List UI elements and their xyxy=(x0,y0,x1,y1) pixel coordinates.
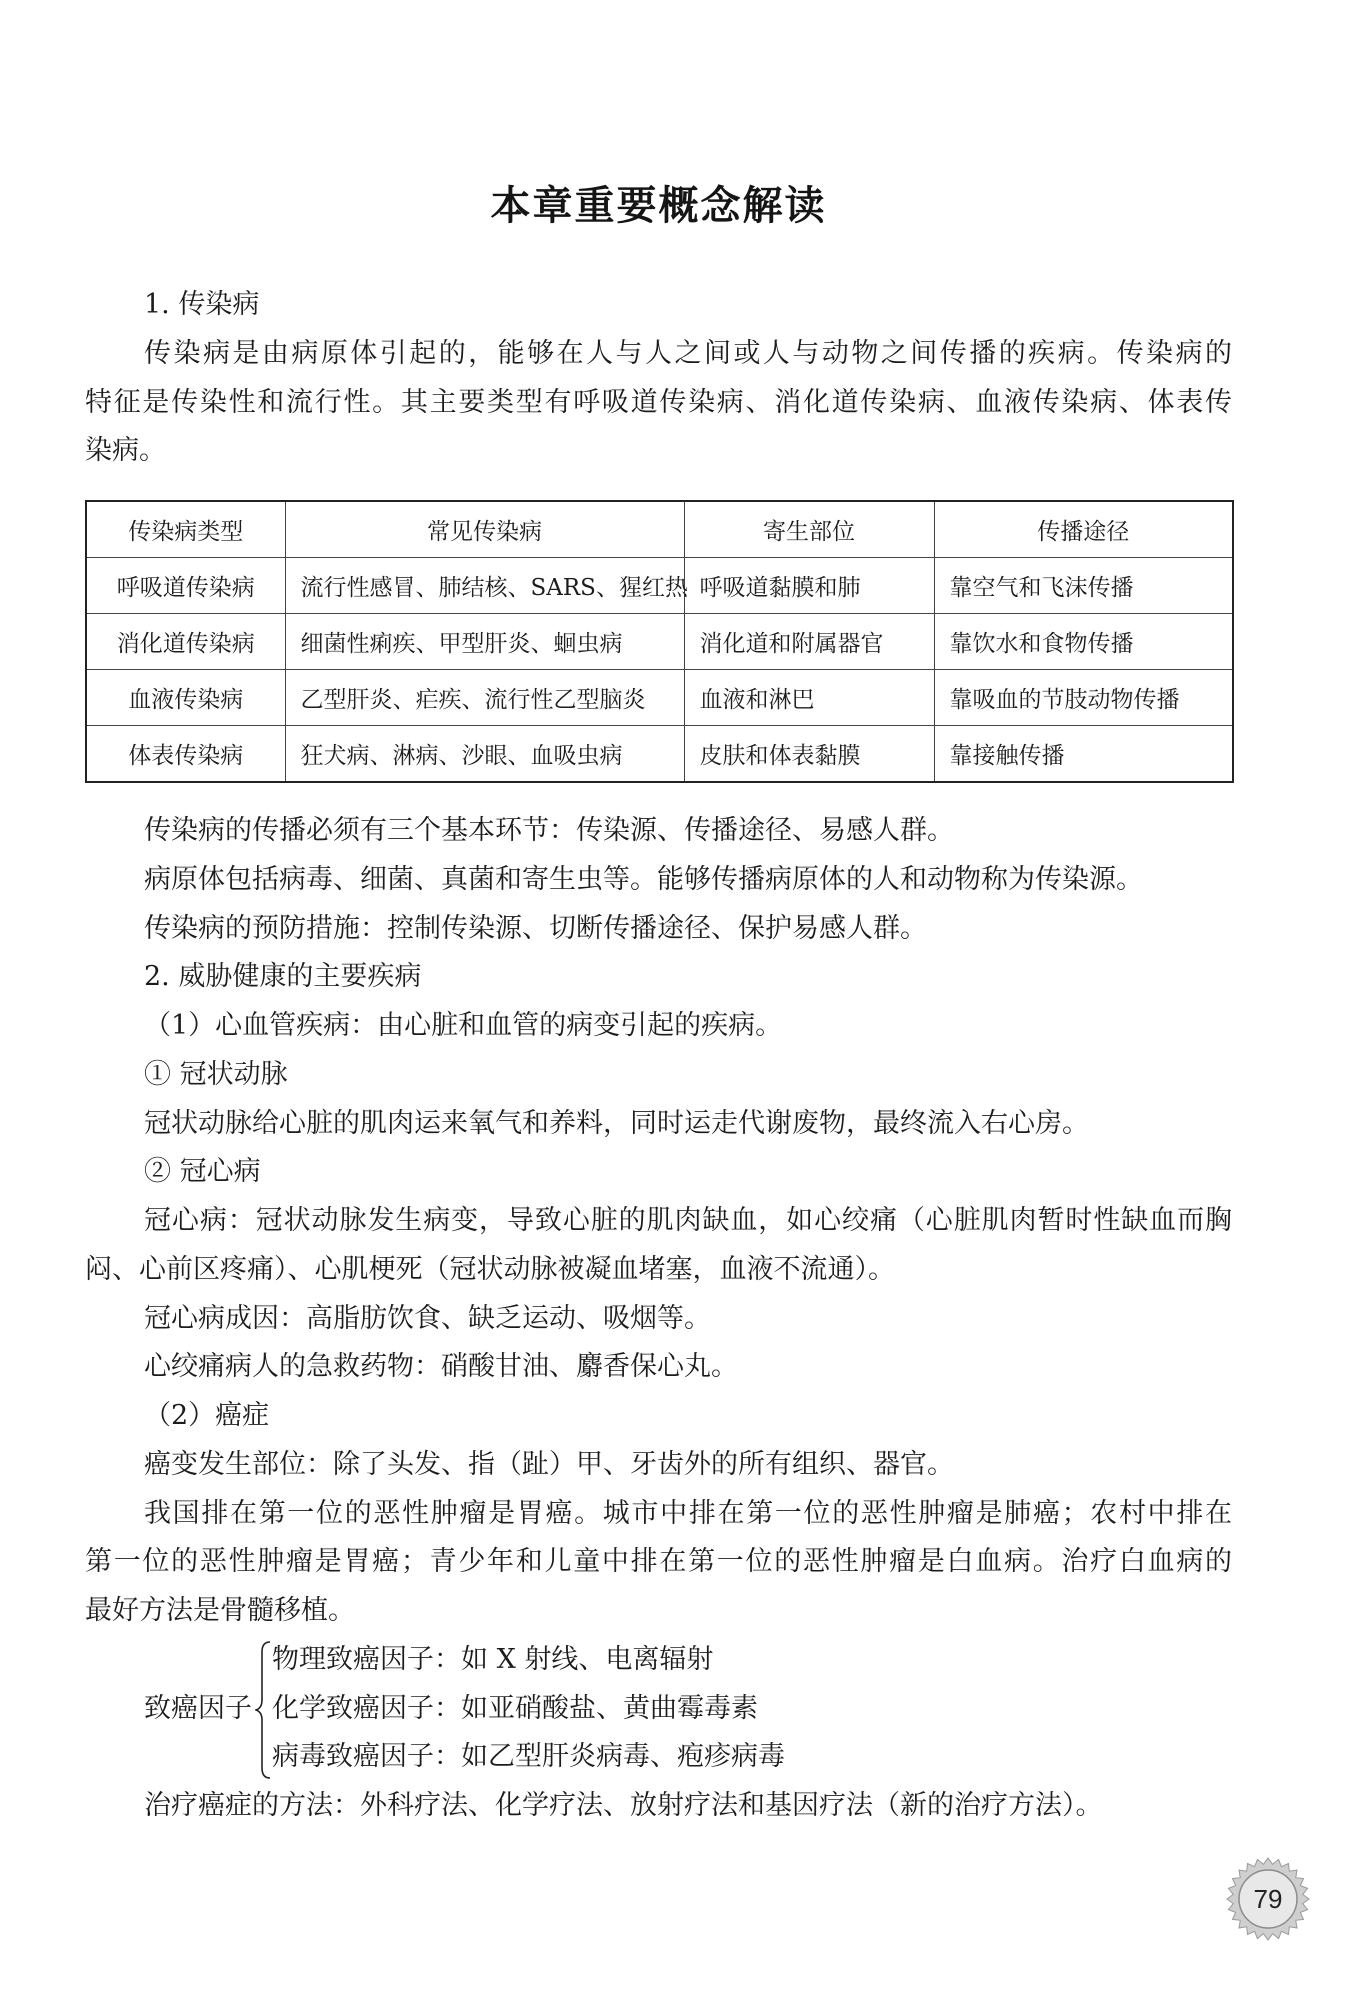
table-cell: 消化道传染病 xyxy=(86,614,285,670)
subsection-heading-cardiovascular: （1）心血管疾病：由心脏和血管的病变引起的疾病。 xyxy=(144,1010,783,1041)
table-cell: 消化道和附属器官 xyxy=(684,614,934,670)
section-heading: 2. 威胁健康的主要疾病 xyxy=(144,961,422,993)
table-cell: 血液和淋巴 xyxy=(684,670,934,726)
paragraph-line: 特征是传染性和流行性。其主要类型有呼吸道传染病、消化道传染病、血液传染病、体表传 xyxy=(85,386,1232,418)
table-cell: 细菌性痢疾、甲型肝炎、蛔虫病 xyxy=(285,614,684,670)
table-cell: 呼吸道黏膜和肺 xyxy=(684,558,934,614)
paragraph-line: 冠心病：冠状动脉发生病变，导致心脏的肌肉缺血，如心绞痛（心脏肌肉暂时性缺血而胸 xyxy=(144,1205,1232,1236)
subsection-heading-cancer: （2）癌症 xyxy=(144,1400,270,1431)
carcinogen-factor-item: 物理致癌因子：如 X 射线、电离辐射 xyxy=(272,1643,714,1675)
paragraph-line: 闷、心前区疼痛）、心肌梗死（冠状动脉被凝血堵塞，血液不流通）。 xyxy=(85,1253,895,1285)
paragraph-line: 传染病是由病原体引起的，能够在人与人之间或人与动物之间传播的疾病。传染病的 xyxy=(144,337,1232,369)
carcinogen-factor-item: 化学致癌因子：如亚硝酸盐、黄曲霉毒素 xyxy=(272,1692,758,1724)
paragraph-line: 第一位的恶性肿瘤是胃癌；青少年和儿童中排在第一位的恶性肿瘤是白血病。治疗白血病的 xyxy=(85,1546,1232,1578)
table-cell: 体表传染病 xyxy=(86,726,285,783)
table-cell: 乙型肝炎、疟疾、流行性乙型脑炎 xyxy=(285,670,684,726)
transmission-paragraph: 传染病的传播必须有三个基本环节：传染源、传播途径、易感人群。 xyxy=(144,815,954,846)
causes-paragraph: 冠心病成因：高脂肪饮食、缺乏运动、吸烟等。 xyxy=(144,1302,711,1334)
table-row xyxy=(86,614,1233,670)
table-cell: 靠饮水和食物传播 xyxy=(934,614,1233,670)
section-infectious-disease-intro xyxy=(85,281,1232,476)
page-title: 本章重要概念解读 xyxy=(490,182,827,229)
paragraph-line: 最好方法是骨髓移植。 xyxy=(85,1595,355,1626)
table-cell: 流行性感冒、肺结核、SARS、猩红热 xyxy=(285,558,684,614)
first-aid-paragraph: 心绞痛病人的急救药物：硝酸甘油、麝香保心丸。 xyxy=(144,1351,738,1383)
item-heading-coronary-heart-disease: ② 冠心病 xyxy=(144,1156,261,1188)
pathogens-paragraph: 病原体包括病毒、细菌、真菌和寄生虫等。能够传播病原体的人和动物称为传染源。 xyxy=(144,863,1143,895)
page-number: 79 xyxy=(1253,1884,1283,1914)
table-cell: 靠接触传播 xyxy=(934,726,1233,783)
table-row xyxy=(86,726,1233,783)
page-number-badge xyxy=(1226,1857,1310,1941)
table-header-row xyxy=(86,501,1233,558)
column-header-common-diseases: 常见传染病 xyxy=(285,501,684,558)
prevention-paragraph: 传染病的预防措施：控制传染源、切断传播途径、保护易感人群。 xyxy=(144,912,927,944)
table-cell: 血液传染病 xyxy=(86,670,285,726)
curly-brace-icon xyxy=(255,1640,271,1780)
section-heading: 1. 传染病 xyxy=(144,289,260,320)
table-cell: 皮肤和体表黏膜 xyxy=(684,726,934,783)
table-cell: 靠吸血的节肢动物传播 xyxy=(934,670,1233,726)
treatment-paragraph: 治疗癌症的方法：外科疗法、化学疗法、放射疗法和基因疗法（新的治疗方法）。 xyxy=(144,1790,1103,1821)
table-row xyxy=(86,558,1233,614)
carcinogen-factors-group xyxy=(85,1636,1232,1782)
table-cell: 呼吸道传染病 xyxy=(86,558,285,614)
table-cell: 靠空气和飞沫传播 xyxy=(934,558,1233,614)
cancer-sites-paragraph: 癌变发生部位：除了头发、指（趾）甲、牙齿外的所有组织、器官。 xyxy=(144,1448,954,1480)
paragraph-line: 染病。 xyxy=(85,435,166,467)
column-header-transmission-route: 传播途径 xyxy=(934,501,1233,558)
carcinogen-factor-item: 病毒致癌因子：如乙型肝炎病毒、疱疹病毒 xyxy=(272,1741,785,1773)
main-text-body xyxy=(85,807,1232,1831)
paragraph-line: 我国排在第一位的恶性肿瘤是胃癌。城市中排在第一位的恶性肿瘤是肺癌；农村中排在 xyxy=(144,1497,1232,1529)
table-row xyxy=(86,670,1233,726)
infectious-disease-table xyxy=(85,500,1234,783)
column-header-parasitic-site: 寄生部位 xyxy=(684,501,934,558)
coronary-artery-paragraph: 冠状动脉给心脏的肌肉运来氧气和养料，同时运走代谢废物，最终流入右心房。 xyxy=(144,1107,1089,1139)
carcinogen-factors-label: 致癌因子 xyxy=(144,1692,252,1724)
column-header-type: 传染病类型 xyxy=(86,501,285,558)
table-cell: 狂犬病、淋病、沙眼、血吸虫病 xyxy=(285,726,684,783)
item-heading-coronary-artery: ① 冠状动脉 xyxy=(144,1058,288,1090)
